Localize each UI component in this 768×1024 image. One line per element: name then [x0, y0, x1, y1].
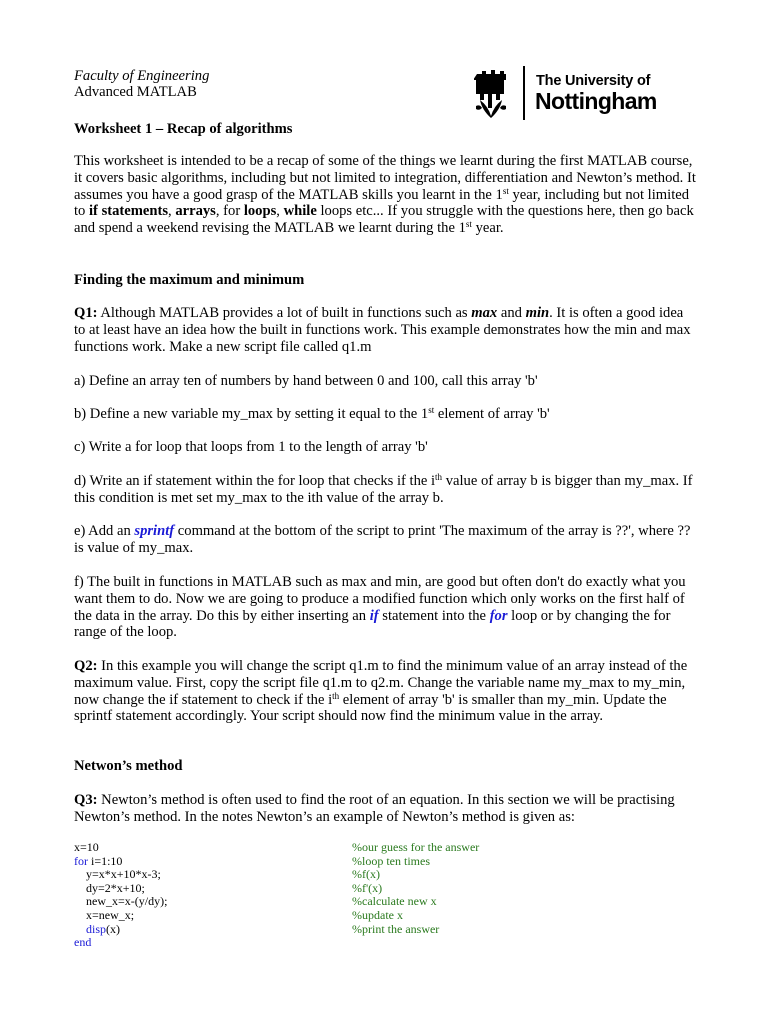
q3-paragraph: Q3: Newton’s method is often used to find the root of an equation. In this section we will be practising Newton’s method. In the notes Newton’s an example of Newton’s method is given as:: [74, 792, 675, 825]
code-comment: %calculate new x: [352, 894, 437, 909]
code-text: (x): [106, 921, 121, 936]
section-heading-max-min: Finding the maximum and minimum: [74, 272, 305, 288]
q1-paragraph: Q1: Although MATLAB provides a lot of built in functions such as max and min. It is often a good idea to at least have an idea how the built in functions work. This example demonstrates how the min and max functions work. Make a new script file called q1.m: [74, 305, 691, 355]
code-source: [74, 923, 120, 937]
code-source: [74, 841, 99, 855]
section-heading-newton: Netwon’s method: [74, 758, 183, 774]
q1-part-c: c) Write a for loop that loops from 1 to the length of array 'b': [74, 439, 428, 455]
worksheet-title: Worksheet 1 – Recap of algorithms: [74, 121, 293, 137]
q1-part-d: d) Write an if statement within the for loop that checks if the $i^{th}$ value of array b is bigger than my_max. If this condition is met set my_max to the ith value of the array b.: [74, 472, 693, 506]
code-comment: %print the answer: [352, 921, 440, 936]
code-line: [74, 895, 634, 909]
course-name: Advanced MATLAB: [74, 84, 197, 100]
code-source: [74, 868, 161, 882]
code-line: [74, 909, 634, 923]
university-crest-icon: [474, 68, 508, 118]
q1-part-f: f) The built in functions in MATLAB such as max and min, are good but often don't do exactly what you want them to do. Now we are going to produce a modified function which only works on the first half of the data in the array. Do this by either inserting an if statement into the for loop or by changing the for range of the loop.: [74, 574, 686, 641]
logo-text-name: Nottingham: [535, 88, 657, 114]
q2-paragraph: Q2: In this example you will change the script q1.m to find the minimum value of an array instead of the maximum value. First, copy the script file q1.m to q2.m. Change the variable name my_max to my_min, now change the if statement to check if the $i^{th}$ element of array 'b' is smaller than my_min. Update the sprintf statement accordingly. Your script should now find the minimum value in the array.: [74, 658, 688, 725]
code-listing: [74, 841, 634, 950]
code-line: [74, 923, 634, 937]
code-line: [74, 855, 634, 869]
code-text: new_x=x-(y/dy);: [74, 894, 168, 909]
code-text: [74, 922, 86, 936]
code-text: x=new_x;: [74, 907, 135, 922]
document-header: [74, 68, 209, 100]
code-text: x=10: [74, 840, 99, 854]
code-comment: %update x: [352, 907, 403, 922]
code-source: [74, 909, 134, 923]
code-keyword: end: [74, 935, 92, 950]
code-line: [74, 936, 634, 950]
code-source: [74, 895, 167, 909]
q1-part-b: b) Define a new variable my_max by setting it equal to the 1st element of array 'b': [74, 405, 550, 422]
code-keyword: disp: [86, 921, 107, 936]
code-source: [74, 936, 91, 950]
code-source: [74, 882, 145, 896]
code-comment: %f'(x): [352, 880, 383, 895]
code-source: [74, 855, 122, 869]
code-keyword: for: [74, 853, 88, 868]
code-text: i=1:10: [88, 853, 123, 868]
logo-text-top: The University of: [536, 73, 651, 89]
university-logo: [474, 66, 664, 120]
code-line: [74, 841, 634, 855]
code-comment: %f(x): [352, 867, 380, 882]
code-line: [74, 868, 634, 882]
code-text: dy=2*x+10;: [74, 880, 145, 895]
faculty-name: Faculty of Engineering: [74, 68, 210, 84]
code-comment: %our guess for the answer: [352, 840, 480, 854]
code-text: y=x*x+10*x-3;: [74, 867, 161, 882]
q1-part-a: a) Define an array ten of numbers by hand between 0 and 100, call this array 'b': [74, 373, 538, 389]
logo-divider: [523, 66, 525, 120]
q1-part-e: e) Add an sprintf command at the bottom of the script to print 'The maximum of the array is ??', where ?? is value of my_max.: [74, 523, 691, 556]
intro-paragraph: This worksheet is intended to be a recap of some of the things we learnt during the first MATLAB course, it covers basic algorithms, including but not limited to integration, differentiation and Newton’s method. It assumes you have a good grasp of the MATLAB skills you learnt in the 1st year, including but not limited to if statements, arrays, for loops, while loops etc... If you struggle with the questions here, then go back and spend a weekend revising the MATLAB we learnt during the 1st year.: [74, 153, 696, 237]
code-line: [74, 882, 634, 896]
code-comment: %loop ten times: [352, 853, 430, 868]
